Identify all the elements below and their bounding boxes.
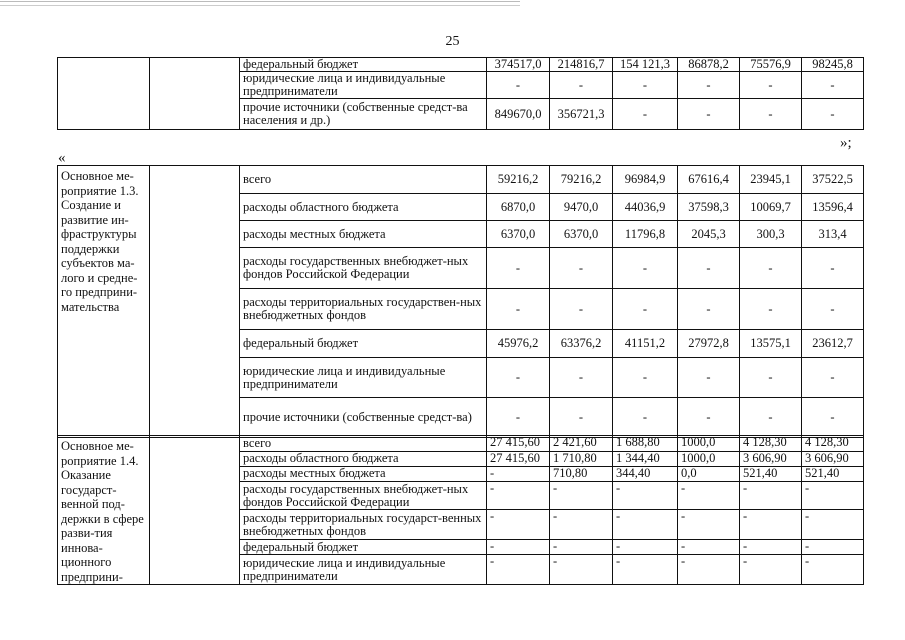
value-cell: - <box>550 540 613 555</box>
value-cell: - <box>802 510 864 540</box>
value-cell: 27972,8 <box>678 330 740 358</box>
row-label: расходы государственных внебюджет-ных фондов Российской Федерации <box>240 248 487 289</box>
value-cell: 300,3 <box>740 221 802 248</box>
value-cell: 1000,0 <box>678 436 740 452</box>
value-cell: - <box>678 289 740 330</box>
measure-1-3-name: Основное ме-роприятие 1.3. Создание и развитие ин-фраструктуры поддержки субъектов ма-лого и средне-го предприни-мательства <box>58 166 150 438</box>
value-cell: - <box>678 510 740 540</box>
value-cell: 23612,7 <box>802 330 864 358</box>
opening-quote: « <box>58 150 66 166</box>
value-cell: 37598,3 <box>678 194 740 221</box>
value-cell: 98245,8 <box>802 58 864 72</box>
value-cell: 2 421,60 <box>550 436 613 452</box>
value-cell: - <box>740 99 802 130</box>
value-cell: - <box>678 481 740 510</box>
value-cell: 6870,0 <box>487 194 550 221</box>
name-cell <box>58 58 150 130</box>
value-cell: - <box>550 398 613 438</box>
value-cell: 67616,4 <box>678 166 740 194</box>
row-label: расходы местных бюджета <box>240 466 487 481</box>
value-cell: 710,80 <box>550 466 613 481</box>
value-cell: 13596,4 <box>802 194 864 221</box>
value-cell: - <box>550 555 613 585</box>
value-cell: - <box>802 99 864 130</box>
value-cell: - <box>740 289 802 330</box>
value-cell: - <box>740 510 802 540</box>
value-cell: - <box>487 510 550 540</box>
value-cell: - <box>487 358 550 398</box>
value-cell: 1 710,80 <box>550 451 613 466</box>
value-cell: - <box>740 358 802 398</box>
value-cell: 1 688,80 <box>613 436 678 452</box>
value-cell: 3 606,90 <box>802 451 864 466</box>
value-cell: 44036,9 <box>613 194 678 221</box>
value-cell: - <box>678 72 740 99</box>
value-cell: 313,4 <box>802 221 864 248</box>
value-cell: - <box>550 72 613 99</box>
value-cell: - <box>802 358 864 398</box>
blank-cell <box>150 166 240 438</box>
value-cell: - <box>613 398 678 438</box>
value-cell: - <box>613 555 678 585</box>
value-cell: - <box>613 510 678 540</box>
value-cell: - <box>802 481 864 510</box>
value-cell: - <box>487 72 550 99</box>
value-cell: - <box>550 248 613 289</box>
closing-quote: »; <box>840 135 852 151</box>
row-label: прочие источники (собственные средст-ва) <box>240 398 487 438</box>
value-cell: 0,0 <box>678 466 740 481</box>
value-cell: 214816,7 <box>550 58 613 72</box>
value-cell: - <box>740 72 802 99</box>
value-cell: - <box>802 289 864 330</box>
measure-1-4-name: Основное ме-роприятие 1.4. Оказание государст-венной под-держки в сфере разви-тия иннова-ционного предприни- <box>58 436 150 585</box>
value-cell: 59216,2 <box>487 166 550 194</box>
value-cell: - <box>613 481 678 510</box>
value-cell: 27 415,60 <box>487 451 550 466</box>
row-label: расходы областного бюджета <box>240 451 487 466</box>
value-cell: 96984,9 <box>613 166 678 194</box>
value-cell: - <box>802 540 864 555</box>
blank-cell <box>150 436 240 585</box>
value-cell: - <box>613 99 678 130</box>
value-cell: - <box>487 540 550 555</box>
value-cell: 849670,0 <box>487 99 550 130</box>
value-cell: - <box>487 481 550 510</box>
value-cell: 4 128,30 <box>802 436 864 452</box>
row-label: юридические лица и индивидуальные предприниматели <box>240 555 487 585</box>
value-cell: - <box>487 466 550 481</box>
value-cell: 1 344,40 <box>613 451 678 466</box>
value-cell: - <box>802 72 864 99</box>
blank-cell <box>150 58 240 130</box>
value-cell: 13575,1 <box>740 330 802 358</box>
value-cell: 9470,0 <box>550 194 613 221</box>
value-cell: 521,40 <box>802 466 864 481</box>
value-cell: - <box>550 510 613 540</box>
value-cell: - <box>678 540 740 555</box>
value-cell: - <box>550 289 613 330</box>
budget-table-measure-1-3 <box>57 165 864 438</box>
value-cell: - <box>487 248 550 289</box>
row-label: расходы территориальных государст-венных внебюджетных фондов <box>240 510 487 540</box>
value-cell: 154 121,3 <box>613 58 678 72</box>
value-cell: - <box>678 398 740 438</box>
value-cell: - <box>550 481 613 510</box>
value-cell: 86878,2 <box>678 58 740 72</box>
row-label: всего <box>240 436 487 452</box>
value-cell: 2045,3 <box>678 221 740 248</box>
row-label: федеральный бюджет <box>240 58 487 72</box>
row-label: федеральный бюджет <box>240 540 487 555</box>
value-cell: 45976,2 <box>487 330 550 358</box>
value-cell: 11796,8 <box>613 221 678 248</box>
value-cell: 41151,2 <box>613 330 678 358</box>
value-cell: - <box>678 99 740 130</box>
value-cell: - <box>740 555 802 585</box>
value-cell: - <box>550 358 613 398</box>
value-cell: - <box>613 248 678 289</box>
value-cell: 37522,5 <box>802 166 864 194</box>
value-cell: 27 415,60 <box>487 436 550 452</box>
value-cell: - <box>802 248 864 289</box>
value-cell: - <box>613 540 678 555</box>
row-label: расходы местных бюджета <box>240 221 487 248</box>
value-cell: - <box>802 555 864 585</box>
row-label: федеральный бюджет <box>240 330 487 358</box>
value-cell: - <box>613 289 678 330</box>
row-label: расходы областного бюджета <box>240 194 487 221</box>
page-number: 25 <box>445 34 460 49</box>
value-cell: - <box>740 248 802 289</box>
budget-table-continued <box>57 57 864 130</box>
value-cell: 6370,0 <box>487 221 550 248</box>
row-label: расходы государственных внебюджет-ных фондов Российской Федерации <box>240 481 487 510</box>
row-label: юридические лица и индивидуальные предприниматели <box>240 358 487 398</box>
value-cell: - <box>740 481 802 510</box>
value-cell: - <box>740 540 802 555</box>
value-cell: 374517,0 <box>487 58 550 72</box>
value-cell: 79216,2 <box>550 166 613 194</box>
row-label: всего <box>240 166 487 194</box>
value-cell: 63376,2 <box>550 330 613 358</box>
value-cell: - <box>678 248 740 289</box>
value-cell: - <box>613 358 678 398</box>
row-label: расходы территориальных государствен-ных внебюджетных фондов <box>240 289 487 330</box>
value-cell: 23945,1 <box>740 166 802 194</box>
value-cell: 1000,0 <box>678 451 740 466</box>
value-cell: - <box>487 289 550 330</box>
value-cell: - <box>740 398 802 438</box>
row-label: прочие источники (собственные средст-ва населения и др.) <box>240 99 487 130</box>
value-cell: 3 606,90 <box>740 451 802 466</box>
value-cell: 6370,0 <box>550 221 613 248</box>
value-cell: 10069,7 <box>740 194 802 221</box>
value-cell: - <box>678 555 740 585</box>
budget-table-measure-1-4 <box>57 435 864 585</box>
value-cell: - <box>678 358 740 398</box>
row-label: юридические лица и индивидуальные предприниматели <box>240 72 487 99</box>
value-cell: - <box>613 72 678 99</box>
value-cell: 4 128,30 <box>740 436 802 452</box>
value-cell: 356721,3 <box>550 99 613 130</box>
value-cell: - <box>487 398 550 438</box>
value-cell: 521,40 <box>740 466 802 481</box>
value-cell: 75576,9 <box>740 58 802 72</box>
value-cell: - <box>802 398 864 438</box>
top-rule <box>0 1 520 6</box>
value-cell: 344,40 <box>613 466 678 481</box>
value-cell: - <box>487 555 550 585</box>
